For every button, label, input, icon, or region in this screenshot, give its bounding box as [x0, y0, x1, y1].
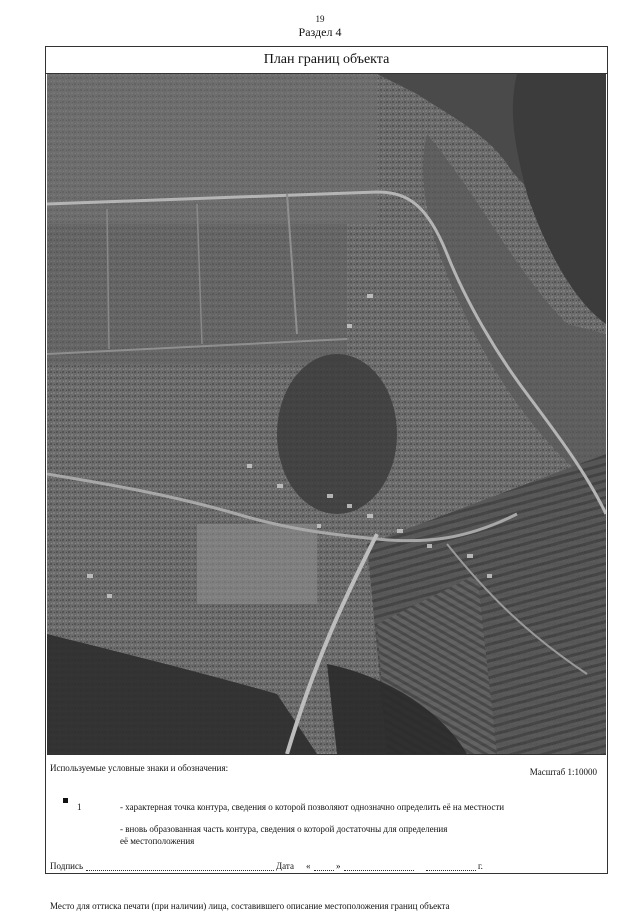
point-number: 1 — [77, 802, 82, 812]
date-label: Дата — [276, 861, 294, 871]
signature-line — [86, 870, 274, 871]
quote-close: » — [336, 861, 341, 871]
satellite-map-image — [47, 74, 606, 755]
plan-frame — [45, 46, 608, 911]
year-line — [426, 870, 476, 871]
section-title: Раздел 4 — [298, 25, 342, 39]
day-line — [314, 870, 334, 871]
month-line — [344, 870, 414, 871]
plan-title: План границ объекта — [46, 47, 607, 74]
map-scale: Масштаб 1:10000 — [529, 767, 597, 777]
signature-label: Подпись — [50, 861, 84, 871]
quote-open: « — [306, 861, 311, 871]
year-suffix: г. — [478, 861, 483, 871]
point-description: - характерная точка контура, сведения о которой позволяют однозначно определить её на местности — [120, 802, 505, 812]
part-description-line2: её местоположения — [120, 836, 195, 846]
signature-row — [50, 861, 83, 871]
part-description-line1: - вновь образованная часть контура, сведения о которой достаточны для определения — [120, 824, 448, 834]
page-number: 19 — [315, 14, 325, 24]
legend-heading: Используемые условные знаки и обозначения: — [50, 763, 229, 773]
characteristic-point-icon — [63, 798, 68, 803]
stamp-note: Место для оттиска печати (при наличии) лица, составившего описание местоположения границ объекта — [50, 901, 450, 911]
